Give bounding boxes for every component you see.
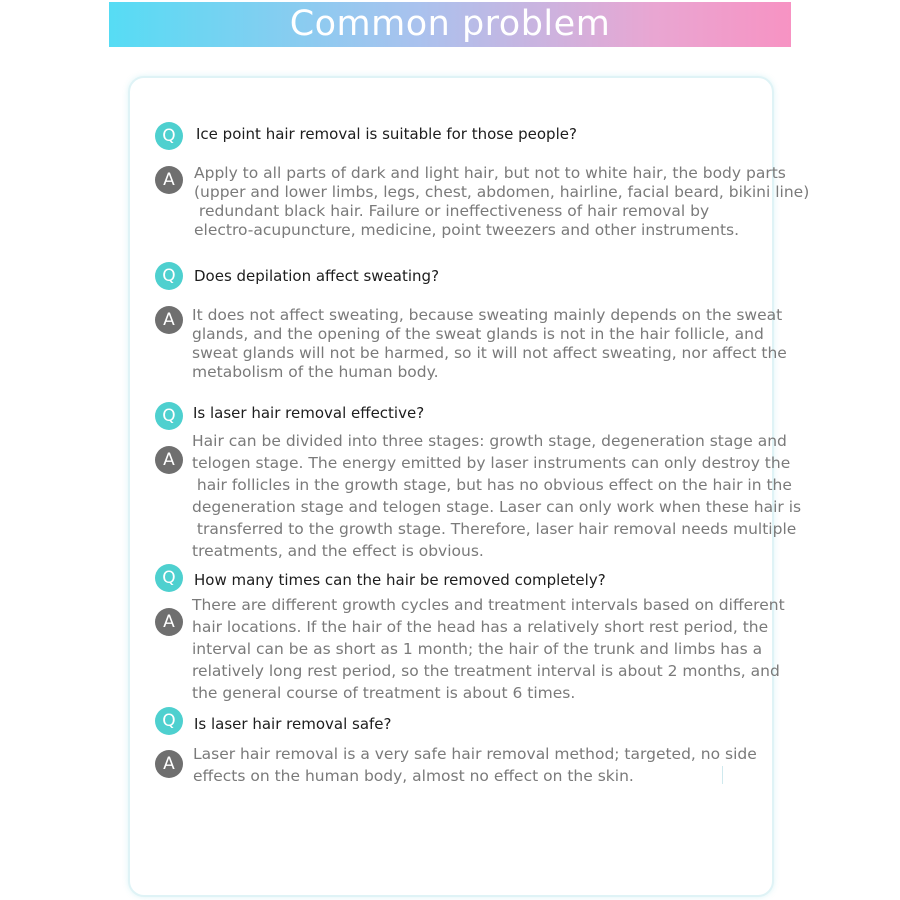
answer-line: the general course of treatment is about 6 times. bbox=[192, 684, 576, 702]
faq-answer-4 bbox=[192, 594, 785, 704]
page-title: Common problem bbox=[289, 4, 611, 44]
answer-line: metabolism of the human body. bbox=[192, 363, 439, 381]
faq-answer-2 bbox=[192, 306, 787, 382]
answer-line: It does not affect sweating, because sweating mainly depends on the sweat bbox=[192, 306, 783, 324]
answer-badge: A bbox=[155, 446, 183, 474]
faq-question-3: Is laser hair removal effective? bbox=[193, 404, 425, 422]
answer-line: sweat glands will not be harmed, so it will not affect sweating, nor affect the bbox=[192, 344, 787, 362]
answer-badge: A bbox=[155, 750, 183, 778]
answer-line: telogen stage. The energy emitted by laser instruments can only destroy the bbox=[192, 454, 791, 472]
answer-line: hair locations. If the hair of the head has a relatively short rest period, the bbox=[192, 618, 769, 636]
question-badge: Q bbox=[155, 564, 183, 592]
answer-line: There are different growth cycles and treatment intervals based on different bbox=[192, 596, 785, 614]
faq-question-5: Is laser hair removal safe? bbox=[194, 715, 392, 733]
answer-line: Hair can be divided into three stages: growth stage, degeneration stage and bbox=[192, 432, 787, 450]
answer-line: glands, and the opening of the sweat glands is not in the hair follicle, and bbox=[192, 325, 764, 343]
answer-line: effects on the human body, almost no effect on the skin. bbox=[193, 767, 634, 785]
question-badge: Q bbox=[155, 402, 183, 430]
answer-line: interval can be as short as 1 month; the hair of the trunk and limbs has a bbox=[192, 640, 763, 658]
answer-line: Apply to all parts of dark and light hair, but not to white hair, the body parts bbox=[194, 164, 786, 182]
faq-question-2: Does depilation affect sweating? bbox=[194, 267, 440, 285]
faq-answer-1 bbox=[194, 164, 809, 240]
title-banner bbox=[109, 2, 791, 47]
question-badge: Q bbox=[155, 707, 183, 735]
question-badge: Q bbox=[155, 122, 183, 150]
faq-question-1: Ice point hair removal is suitable for those people? bbox=[196, 125, 577, 143]
question-badge: Q bbox=[155, 262, 183, 290]
answer-line: hair follicles in the growth stage, but has no obvious effect on the hair in the bbox=[192, 476, 792, 494]
answer-line: relatively long rest period, so the treatment interval is about 2 months, and bbox=[192, 662, 780, 680]
text-cursor-mark bbox=[722, 766, 723, 784]
answer-line: electro-acupuncture, medicine, point tweezers and other instruments. bbox=[194, 221, 740, 239]
answer-badge: A bbox=[155, 608, 183, 636]
answer-line: treatments, and the effect is obvious. bbox=[192, 542, 484, 560]
answer-badge: A bbox=[155, 166, 183, 194]
faq-question-4: How many times can the hair be removed completely? bbox=[194, 571, 606, 589]
answer-badge: A bbox=[155, 306, 183, 334]
answer-line: redundant black hair. Failure or ineffectiveness of hair removal by bbox=[194, 202, 710, 220]
answer-line: transferred to the growth stage. Therefore, laser hair removal needs multiple bbox=[192, 520, 797, 538]
answer-line: degeneration stage and telogen stage. Laser can only work when these hair is bbox=[192, 498, 802, 516]
faq-answer-3 bbox=[192, 430, 801, 562]
faq-answer-5 bbox=[193, 743, 757, 787]
answer-line: Laser hair removal is a very safe hair removal method; targeted, no side bbox=[193, 745, 757, 763]
answer-line: (upper and lower limbs, legs, chest, abdomen, hairline, facial beard, bikini line) bbox=[194, 183, 810, 201]
